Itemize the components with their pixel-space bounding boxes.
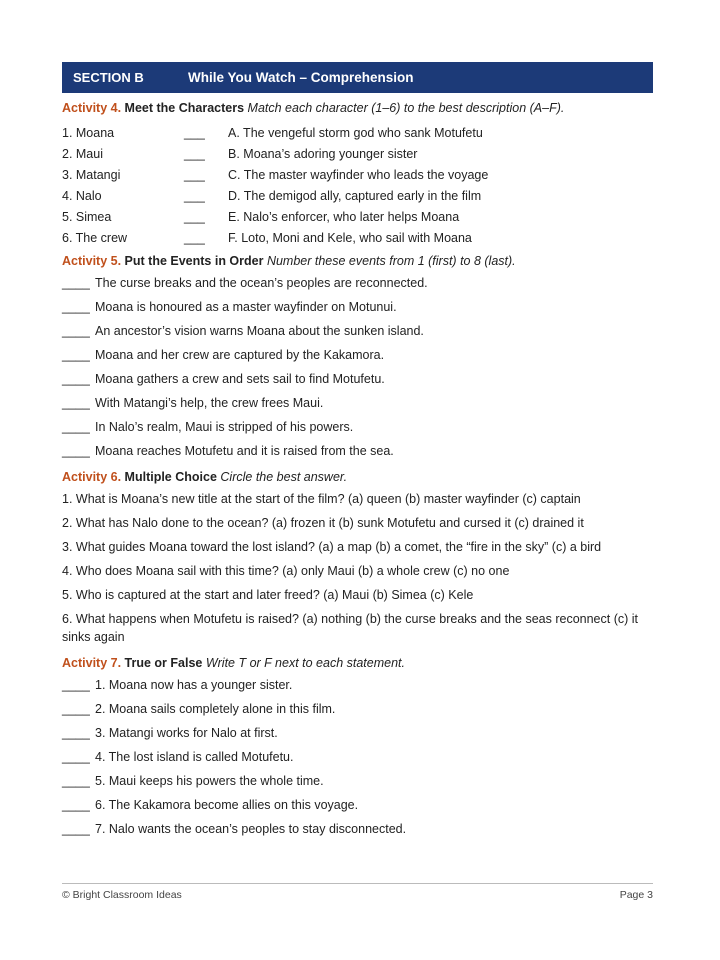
event-item	[62, 343, 653, 367]
tf-statement: 1. Moana now has a younger sister.	[95, 678, 293, 692]
event-text: Moana and her crew are captured by the Kakamora.	[95, 348, 385, 362]
order-blank[interactable]: ____	[62, 420, 90, 434]
character-description: A. The vengeful storm god who sank Motufetu	[228, 125, 483, 140]
activity-instruction: Number these events from 1 (first) to 8 (last).	[266, 254, 516, 268]
answer-blank[interactable]: ___	[184, 125, 205, 140]
answer-blank[interactable]: ___	[184, 146, 205, 161]
mc-question[interactable]: 2. What has Nalo done to the ocean? (a) frozen it (b) sunk Motufetu and cursed it (c) drained it	[62, 516, 584, 530]
event-item	[62, 367, 653, 391]
character-description: E. Nalo’s enforcer, who later helps Moana	[228, 209, 460, 224]
tf-item	[62, 793, 653, 817]
tf-statement: 2. Moana sails completely alone in this film.	[95, 702, 336, 716]
footer-copyright: © Bright Classroom Ideas	[62, 889, 182, 901]
event-item	[62, 391, 653, 415]
section-header	[62, 62, 653, 93]
tf-statement: 4. The lost island is called Motufetu.	[95, 750, 294, 764]
activity-4-heading	[62, 99, 653, 117]
tf-item	[62, 745, 653, 769]
order-blank[interactable]: ____	[62, 372, 90, 386]
event-item	[62, 271, 653, 295]
match-row	[62, 164, 653, 185]
tf-statement: 6. The Kakamora become allies on this voyage.	[95, 798, 359, 812]
tf-item	[62, 769, 653, 793]
event-text: Moana is honoured as a master wayfinder on Motunui.	[95, 300, 397, 314]
character-name: 3. Matangi	[62, 167, 121, 182]
tf-statement: 7. Nalo wants the ocean’s peoples to stay disconnected.	[95, 822, 407, 836]
answer-blank[interactable]: ___	[184, 230, 205, 245]
event-text: The curse breaks and the ocean’s peoples are reconnected.	[95, 276, 428, 290]
activity-number: Activity 6.	[62, 470, 122, 484]
tf-blank[interactable]: ____	[62, 822, 90, 836]
activity-title: Put the Events in Order	[124, 254, 264, 268]
match-row	[62, 227, 653, 248]
order-blank[interactable]: ____	[62, 276, 90, 290]
event-text: Moana reaches Motufetu and it is raised from the sea.	[95, 444, 394, 458]
mc-question[interactable]: 5. Who is captured at the start and later freed? (a) Maui (b) Simea (c) Kele	[62, 588, 474, 602]
activity-6-heading	[62, 468, 653, 486]
event-item	[62, 415, 653, 439]
order-blank[interactable]: ____	[62, 300, 90, 314]
tf-statement: 3. Matangi works for Nalo at first.	[95, 726, 278, 740]
activity-title: Meet the Characters	[124, 101, 245, 115]
character-name: 6. The crew	[62, 230, 128, 245]
section-label: SECTION B	[73, 70, 144, 85]
worksheet-page	[62, 62, 653, 841]
match-row	[62, 185, 653, 206]
tf-statement: 5. Maui keeps his powers the whole time.	[95, 774, 324, 788]
activity-instruction: Match each character (1–6) to the best description (A–F).	[247, 101, 565, 115]
event-item	[62, 295, 653, 319]
match-row	[62, 206, 653, 227]
answer-blank[interactable]: ___	[184, 188, 205, 203]
activity-instruction: Circle the best answer.	[220, 470, 348, 484]
event-item	[62, 439, 653, 463]
page-footer	[62, 883, 653, 901]
activity-number: Activity 7.	[62, 656, 122, 670]
tf-item	[62, 697, 653, 721]
page-number: Page 3	[619, 889, 653, 901]
event-text: With Matangi’s help, the crew frees Maui.	[95, 396, 324, 410]
answer-blank[interactable]: ___	[184, 167, 205, 182]
character-name: 4. Nalo	[62, 188, 102, 203]
activity-title: Multiple Choice	[124, 470, 217, 484]
tf-blank[interactable]: ____	[62, 798, 90, 812]
tf-blank[interactable]: ____	[62, 726, 90, 740]
mc-question[interactable]: 3. What guides Moana toward the lost island? (a) a map (b) a comet, the “fire in the sky” (c) a bird	[62, 540, 602, 554]
character-name: 5. Simea	[62, 209, 112, 224]
tf-blank[interactable]: ____	[62, 702, 90, 716]
match-row	[62, 122, 653, 143]
event-item	[62, 319, 653, 343]
match-row	[62, 143, 653, 164]
activity-number: Activity 5.	[62, 254, 122, 268]
event-text: In Nalo’s realm, Maui is stripped of his powers.	[95, 420, 354, 434]
mc-question[interactable]: 1. What is Moana’s new title at the start of the film? (a) queen (b) master wayfinder (c) captain	[62, 492, 581, 506]
activity-title: True or False	[124, 656, 203, 670]
activity-number: Activity 4.	[62, 101, 122, 115]
event-order-list	[62, 271, 653, 463]
mc-question[interactable]: 4. Who does Moana sail with this time? (a) only Maui (b) a whole crew (c) no one	[62, 564, 510, 578]
character-name: 2. Maui	[62, 146, 103, 161]
order-blank[interactable]: ____	[62, 444, 90, 458]
character-description: C. The master wayfinder who leads the voyage	[228, 167, 489, 182]
activity-instruction: Write T or F next to each statement.	[205, 656, 405, 670]
activity-5-heading	[62, 252, 653, 270]
tf-blank[interactable]: ____	[62, 750, 90, 764]
event-text: Moana gathers a crew and sets sail to find Motufetu.	[95, 372, 385, 386]
character-description: F. Loto, Moni and Kele, who sail with Moana	[228, 230, 472, 245]
tf-item	[62, 673, 653, 697]
character-match-list	[62, 122, 653, 248]
multiple-choice-list	[62, 490, 653, 646]
character-name: 1. Moana	[62, 125, 115, 140]
order-blank[interactable]: ____	[62, 348, 90, 362]
true-false-list	[62, 673, 653, 841]
tf-blank[interactable]: ____	[62, 678, 90, 692]
character-description: B. Moana’s adoring younger sister	[228, 146, 418, 161]
event-text: An ancestor’s vision warns Moana about the sunken island.	[95, 324, 424, 338]
order-blank[interactable]: ____	[62, 396, 90, 410]
tf-blank[interactable]: ____	[62, 774, 90, 788]
tf-item	[62, 817, 653, 841]
section-title: While You Watch – Comprehension	[188, 70, 414, 85]
order-blank[interactable]: ____	[62, 324, 90, 338]
mc-question[interactable]: 6. What happens when Motufetu is raised? (a) nothing (b) the curse breaks and the seas reconnect (c) it sinks again	[62, 612, 639, 644]
tf-item	[62, 721, 653, 745]
activity-7-heading	[62, 654, 653, 672]
answer-blank[interactable]: ___	[184, 209, 205, 224]
character-description: D. The demigod ally, captured early in the film	[228, 188, 482, 203]
